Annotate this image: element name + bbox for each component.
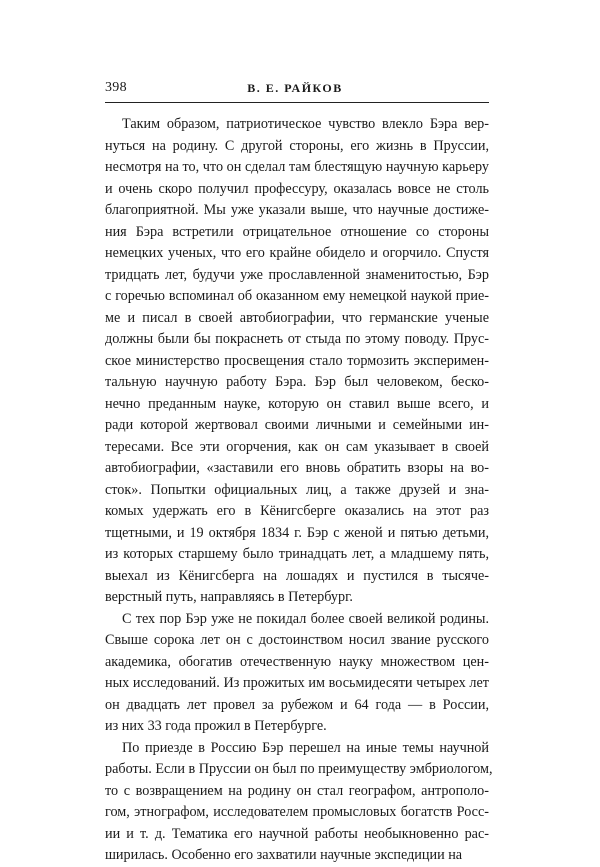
paragraph: [105, 609, 489, 738]
text-line: ское министерство просвещения стало тормозить эксперимен-: [105, 352, 489, 369]
text-line: Свыше сорока лет он с достоинством носил звание русского: [105, 632, 489, 648]
text-line: немецких ученых, что его крайне обидело и огорчило. Спустя: [105, 245, 489, 261]
text-line: нечно преданным науке, которую он ставил выше всего, и: [105, 395, 489, 412]
text-line: выехал из Кёнигсберга на лошадях и пустился в тысяче-: [105, 567, 489, 584]
text-line: ния Бэра встретили отрицательное отношение со стороны: [105, 223, 489, 240]
header-rule: [105, 102, 489, 103]
text-line: тересами. Все эти огорчения, как он сам указывает в своей: [105, 438, 489, 455]
text-line: нуться на родину. С другой стороны, его жизнь в Пруссии,: [105, 137, 489, 154]
page-header: [105, 80, 485, 100]
text-line: ных исследований. Из прожитых им восьмидесяти четырех лет: [105, 675, 489, 691]
text-line: из которых старшему было тринадцать лет, а младшему пять,: [105, 546, 489, 562]
text-line: тщетными, и 19 октября 1834 г. Бэр с женой и пятью детьми,: [105, 524, 489, 541]
paragraph: [105, 738, 493, 867]
paragraph: [105, 114, 489, 609]
page-number: 398: [105, 80, 127, 95]
text-line: благоприятной. Мы уже указали выше, что научные достиже-: [105, 202, 489, 218]
text-line: тальную научную работу Бэра. Бэр был человеком, беско-: [105, 374, 489, 390]
body-text: [105, 114, 493, 867]
text-line: с горечью вспоминал об оказанном ему немецкой наукой прие-: [105, 288, 489, 304]
text-line: ради которой жертвовал своими личными и семейными ин-: [105, 417, 489, 433]
text-line: из них 33 года прожил в Петербурге.: [105, 718, 327, 734]
text-line: ии и т. д. Тематика его научной работы необыкновенно рас-: [105, 825, 489, 842]
text-line: академика, обогатив отечественную науку множеством цен-: [105, 653, 489, 670]
text-line: тридцать лет, будучи уже прославленной знаменитостью, Бэр: [105, 266, 489, 283]
text-line: Таким образом, патриотическое чувство влекло Бэра вер-: [122, 116, 489, 132]
text-line: ширилась. Особенно его захватили научные экспедиции на: [105, 847, 463, 863]
text-line: работы. Если в Пруссии он был по преимуществу эмбриологом,: [105, 761, 493, 777]
text-line: комых удержать его в Кёнигсберге оказались на этот раз: [105, 503, 489, 519]
running-title: В. Е. РАЙКОВ: [247, 81, 343, 95]
text-line: и очень скоро получил профессуру, оказалась вовсе не столь: [105, 180, 489, 197]
text-line: то с возвращением на родину он стал географом, антрополо-: [105, 782, 489, 799]
text-line: сток». Попытки официальных лиц, а также друзей и зна-: [105, 481, 489, 498]
text-line: несмотря на то, что он сделал там блестящую научную карьеру: [105, 159, 489, 175]
text-line: должны были бы покраснеть от стыда по этому поводу. Прус-: [105, 331, 489, 347]
text-line: верстный путь, направляясь в Петербург.: [105, 589, 353, 605]
text-line: С тех пор Бэр уже не покидал более своей великой родины.: [122, 610, 489, 627]
text-line: ме и писал в своей автобиографии, что германские ученые: [105, 309, 489, 326]
text-line: гом, этнографом, исследователем промысловых богатств Росс-: [105, 804, 489, 820]
text-line: По приезде в Россию Бэр перешел на иные темы научной: [122, 739, 489, 756]
text-line: он двадцать лет провел за рубежом и 64 года — в России,: [105, 696, 489, 713]
text-line: автобиографии, «заставили его вновь обратить взоры на во-: [105, 460, 489, 476]
